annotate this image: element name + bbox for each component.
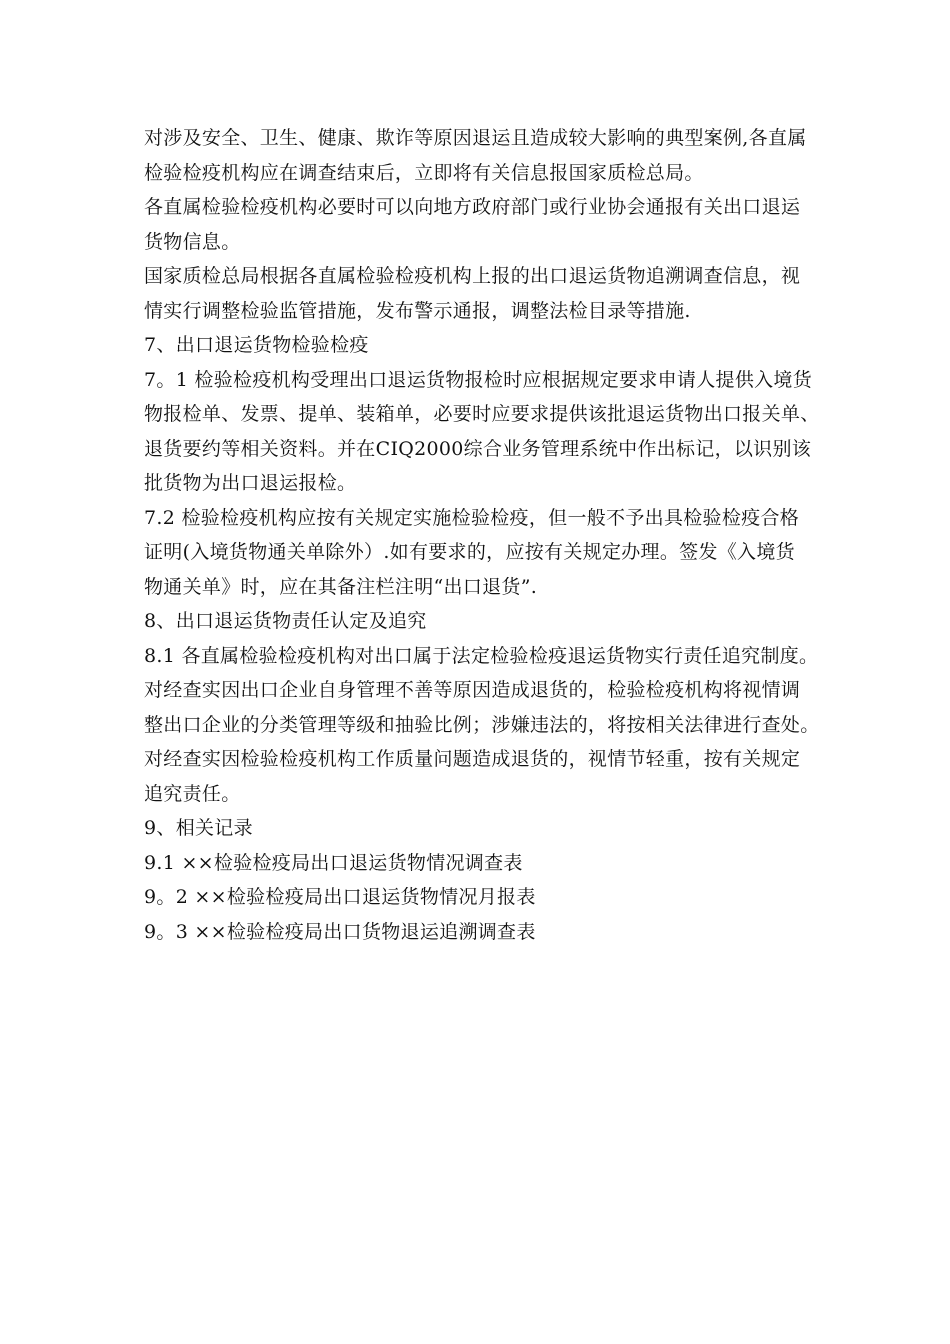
text-line: 国家质检总局根据各直属检验检疫机构上报的出口退运货物追溯调查信息，视	[144, 265, 801, 287]
text-line: 整出口企业的分类管理等级和抽验比例；涉嫌违法的，将按相关法律进行查处。	[144, 713, 820, 736]
section-heading-7: 7、出口退运货物检验检疫	[144, 334, 369, 356]
document-body	[144, 121, 820, 949]
section-heading-8: 8、出口退运货物责任认定及追究	[144, 610, 427, 632]
text-line: 8.1 各直属检验检疫机构对出口属于法定检验检疫退运货物实行责任追究制度。	[144, 644, 819, 667]
text-line: 情实行调整检验监管措施，发布警示通报，调整法检目录等措施.	[144, 299, 691, 322]
text-line: 批货物为出口退运报检。	[144, 472, 357, 494]
text-line: 退货要约等相关资料。并在CIQ2000综合业务管理系统中作出标记，以识别该	[144, 437, 812, 460]
text-line: 对涉及安全、卫生、健康、欺诈等原因退运且造成较大影响的典型案例,各直属	[144, 127, 807, 149]
text-line: 7.2 检验检疫机构应按有关规定实施检验检疫，但一般不予出具检验检疫合格	[144, 506, 800, 529]
text-line: 检验检疫机构应在调查结束后，立即将有关信息报国家质检总局。	[144, 161, 704, 184]
record-item: 9。3 ××检验检疫局出口货物退运追溯调查表	[144, 920, 536, 943]
section-heading-9: 9、相关记录	[144, 817, 253, 839]
text-line: 对经查实因出口企业自身管理不善等原因造成退货的，检验检疫机构将视情调	[144, 679, 801, 701]
text-line: 证明(入境货物通关单除外）.如有要求的，应按有关规定办理。签发《入境货	[144, 541, 795, 563]
text-line: 追究责任。	[144, 782, 241, 805]
text-line: 对经查实因检验检疫机构工作质量问题造成退货的，视情节轻重，按有关规定	[144, 748, 801, 770]
record-item: 9。2 ××检验检疫局出口退运货物情况月报表	[144, 886, 536, 908]
text-line: 7。1 检验检疫机构受理出口退运货物报检时应根据规定要求申请人提供入境货	[144, 368, 813, 391]
text-line: 物报检单、发票、提单、装箱单，必要时应要求提供该批退运货物出口报关单、	[144, 403, 820, 425]
text-line: 货物信息。	[144, 230, 241, 253]
text-line: 各直属检验检疫机构必要时可以向地方政府部门或行业协会通报有关出口退运	[144, 196, 801, 218]
text-line: 物通关单》时，应在其备注栏注明“出口退货”.	[144, 575, 538, 598]
record-item: 9.1 ××检验检疫局出口退运货物情况调查表	[144, 851, 523, 874]
